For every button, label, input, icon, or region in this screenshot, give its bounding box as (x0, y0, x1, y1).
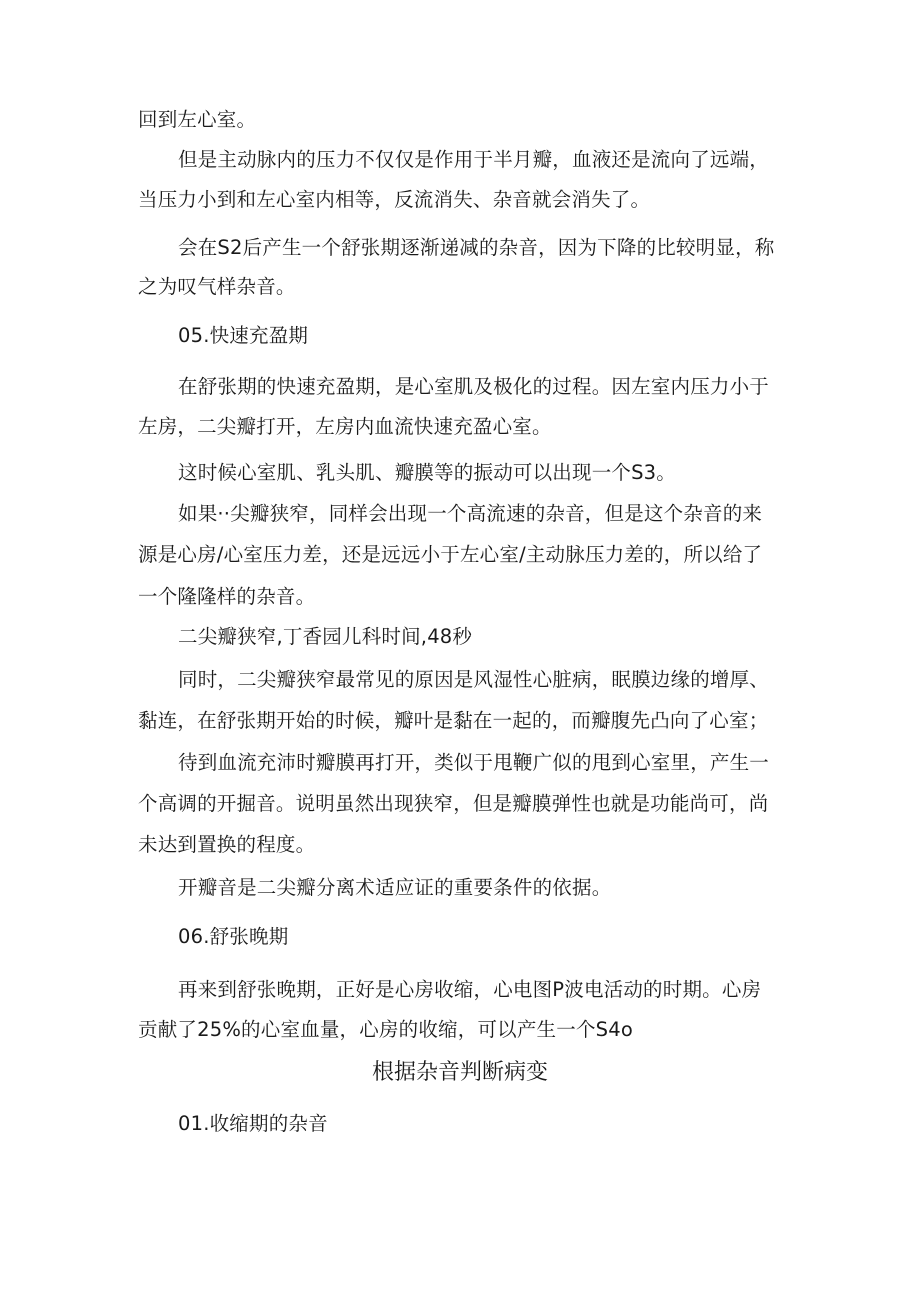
paragraph-line: 回到左心室。 (138, 108, 257, 131)
paragraph-line: 一个隆隆样的杂音。 (138, 585, 316, 608)
section-heading: 01.收缩期的杂音 (178, 1112, 328, 1135)
paragraph-line: 但是主动脉内的压力不仅仅是作用于半月瓣，血液还是流向了远端， (178, 148, 770, 171)
paragraph-line: 贡献了25%的心室血量，心房的收缩，可以产生一个S4o (138, 1018, 633, 1041)
video-caption: 二尖瓣狭窄,丁香园儿科时间,48秒 (178, 625, 473, 648)
paragraph-line: 未达到置换的程度。 (138, 833, 316, 856)
paragraph-line: 同时，二尖瓣狭窄最常见的原因是风湿性心脏病，眠膜边缘的增厚、 (178, 668, 770, 691)
paragraph-line: 这时候心室肌、乳头肌、瓣膜等的振动可以出现一个S3。 (178, 461, 676, 484)
paragraph-line: 源是心房/心室压力差，还是远远小于左心室/主动脉压力差的，所以给了 (138, 543, 763, 566)
paragraph-line: 再来到舒张晚期，正好是心房收缩，心电图P波电活动的时期。心房 (178, 978, 762, 1001)
paragraph-line: 开瓣音是二尖瓣分离术适应证的重要条件的依据。 (178, 876, 612, 899)
paragraph-line: 当压力小到和左心室内相等，反流消失、杂音就会消失了。 (138, 188, 651, 211)
page-title: 根据杂音判断病变 (371, 1060, 548, 1085)
paragraph-line: 会在S2后产生一个舒张期逐渐递减的杂音，因为下降的比较明显，称 (178, 236, 775, 259)
paragraph-line: 如果··尖瓣狭窄，同样会出现一个高流速的杂音，但是这个杂音的来 (178, 502, 763, 525)
paragraph-line: 左房，二尖瓣打开，左房内血流快速充盈心室。 (138, 415, 552, 438)
paragraph-line: 之为叹气样杂音。 (138, 275, 296, 298)
section-heading: 06.舒张晚期 (178, 925, 289, 948)
paragraph-line: 个高调的开掘音。说明虽然出现狭窄，但是瓣膜弹性也就是功能尚可，尚 (138, 792, 769, 815)
paragraph-line: 黏连，在舒张期开始的时候，瓣叶是黏在一起的，而瓣腹先凸向了心室； (138, 709, 769, 732)
paragraph-line: 在舒张期的快速充盈期，是心室肌及极化的过程。因左室内压力小于 (178, 375, 770, 398)
paragraph-line: 待到血流充沛时瓣膜再打开，类似于甩鞭广似的甩到心室里，产生一 (178, 751, 770, 774)
section-heading: 05.快速充盈期 (178, 324, 309, 347)
